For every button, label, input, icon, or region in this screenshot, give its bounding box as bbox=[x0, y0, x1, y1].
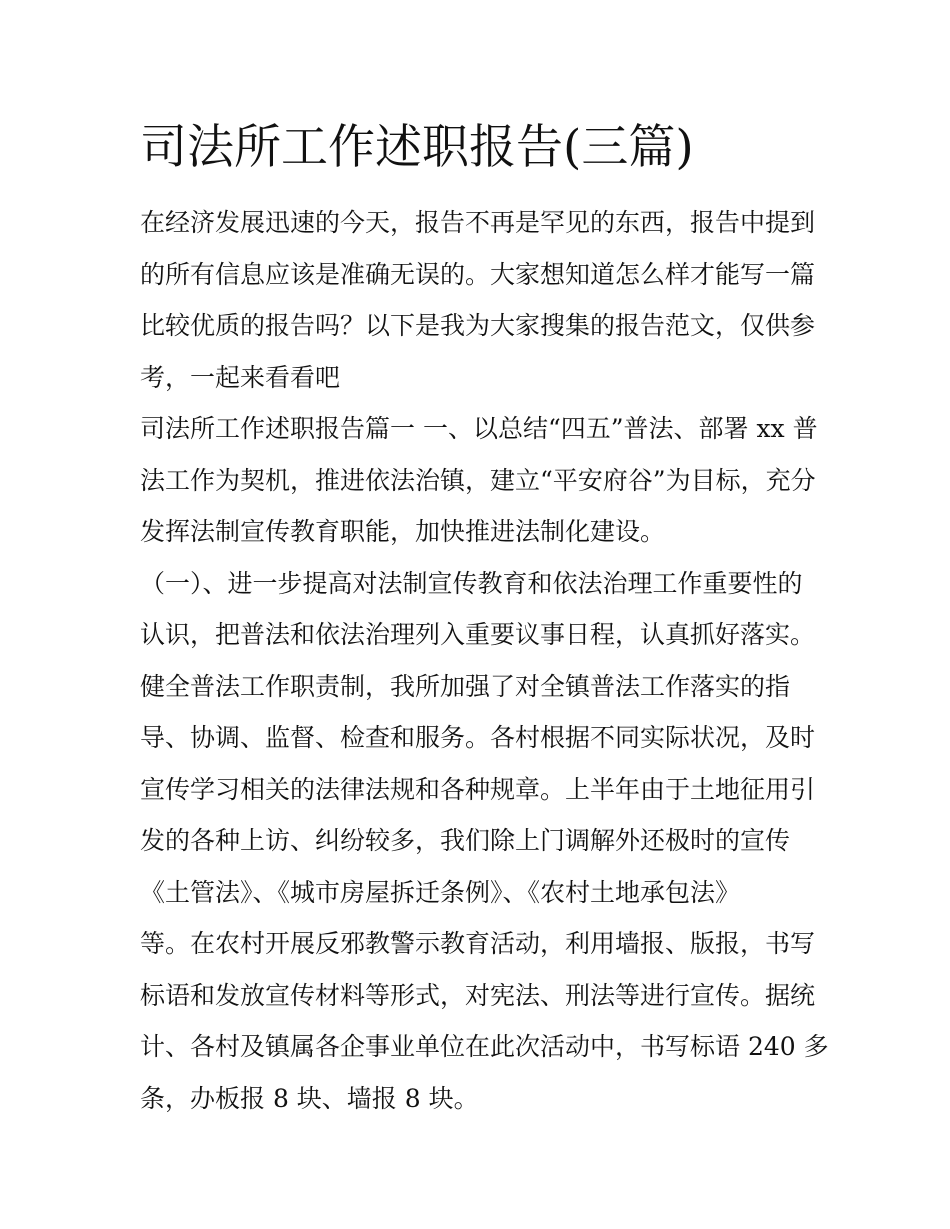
body-line: 健全普法工作职责制，我所加强了对全镇普法工作落实的指 bbox=[140, 671, 791, 701]
body-line: 计、各村及镇属各企事业单位在此次活动中，书写标语 240 多 bbox=[140, 1032, 829, 1061]
body-line: 法工作为契机，推进依法治镇，建立“平安府谷”为目标，充分 bbox=[140, 465, 816, 495]
body-line: 比较优质的报告吗？以下是我为大家搜集的报告范文，仅供参 bbox=[140, 311, 816, 340]
body-line: 司法所工作述职报告篇一 一、以总结“四五”普法、部署 xx 普 bbox=[140, 414, 818, 443]
body-line: 考，一起来看看吧 bbox=[140, 362, 341, 392]
body-line: 认识，把普法和依法治理列入重要议事日程，认真抓好落实。 bbox=[140, 620, 816, 649]
body-line: 导、协调、监督、检查和服务。各村根据不同实际状况，及时 bbox=[140, 723, 816, 752]
document-title: 司法所工作述职报告(三篇) bbox=[140, 120, 694, 175]
body-line: 条，办板报 8 块、墙报 8 块。 bbox=[140, 1083, 479, 1113]
body-line: （一）、进一步提高对法制宣传教育和依法治理工作重要性的 bbox=[140, 568, 803, 598]
document-body bbox=[140, 197, 829, 1124]
body-line: 发的各种上访、纠纷较多，我们除上门调解外还极时的宣传 bbox=[140, 826, 791, 855]
body-line: 发挥法制宣传教育职能，加快推进法制化建设。 bbox=[140, 517, 666, 546]
body-line: 标语和发放宣传材料等形式，对宪法、刑法等进行宣传。据统 bbox=[140, 980, 816, 1010]
body-line: 的所有信息应该是准确无误的。大家想知道怎么样才能写一篇 bbox=[140, 259, 816, 289]
body-line: 在经济发展迅速的今天，报告不再是罕见的东西，报告中提到 bbox=[140, 208, 816, 237]
body-line: 等。在农村开展反邪教警示教育活动，利用墙报、版报，书写 bbox=[140, 929, 816, 958]
body-line: 《土管法》、《城市房屋拆迁条例》、《农村土地承包法》 bbox=[140, 877, 741, 907]
body-line: 宣传学习相关的法律法规和各种规章。上半年由于土地征用引 bbox=[140, 774, 816, 804]
